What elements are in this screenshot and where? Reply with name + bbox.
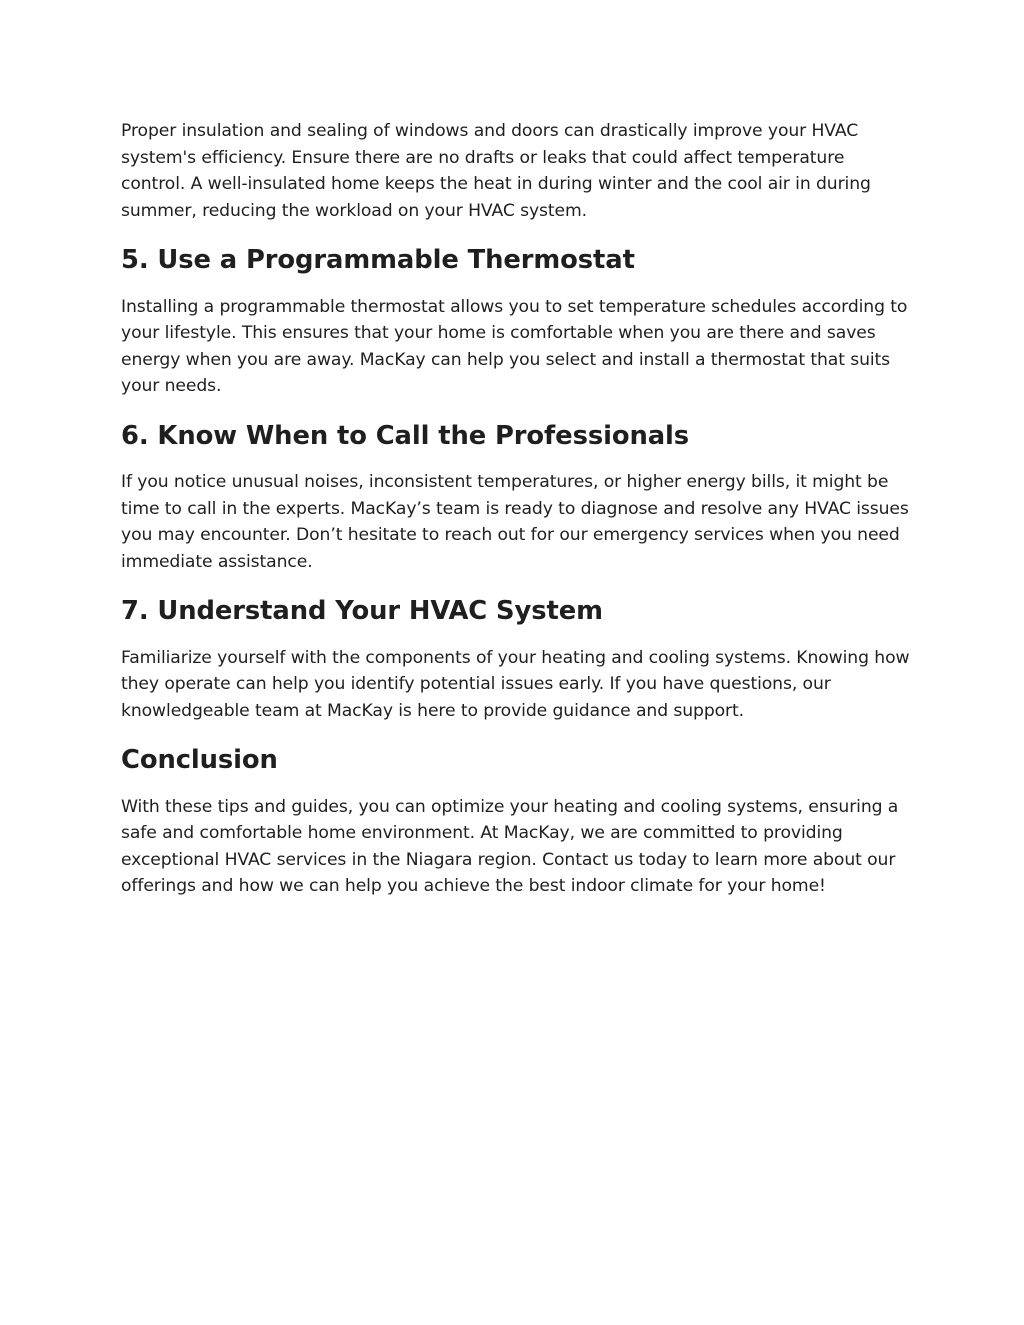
section-paragraph-conclusion: With these tips and guides, you can optimize your heating and cooling systems, ensuring a safe and comfortable home environment. At MacKay, we are committed to providing exceptional HVAC services in the Niagara region. Contact us today to learn more about our offerings and how we can help you achieve the best indoor climate for your home! — [121, 796, 899, 896]
section-heading-thermostat: 5. Use a Programmable Thermostat — [121, 245, 635, 275]
intro-paragraph: Proper insulation and sealing of windows and doors can drastically improve your HVAC system's efficiency. Ensure there are no drafts or leaks that could affect temperature control. A well-insulated home keeps the heat in during winter and the cool air in during summer, reducing the workload on your HVAC system. — [121, 121, 871, 221]
section-heading-understand-system: 7. Understand Your HVAC System — [121, 596, 603, 626]
section-paragraph-thermostat: Installing a programmable thermostat allows you to set temperature schedules according to your lifestyle. This ensures that your home is comfortable when you are there and saves energy when you are away. MacKay can help you select and install a thermostat that suits your needs. — [121, 296, 908, 396]
section-heading-conclusion: Conclusion — [121, 745, 278, 775]
section-paragraph-understand-system: Familiarize yourself with the components of your heating and cooling systems. Knowing how they operate can help you identify potential issues early. If you have questions, our knowledgeable team at MacKay is here to provide guidance and support. — [121, 647, 910, 721]
document-page — [121, 118, 911, 900]
section-heading-professionals: 6. Know When to Call the Professionals — [121, 420, 690, 451]
section-paragraph-professionals: If you notice unusual noises, inconsistent temperatures, or higher energy bills, it might be time to call in the experts. MacKay’s team is ready to diagnose and resolve any HVAC issues you may encounter. Don’t hesitate to reach out for our emergency services when you need immediate assistance. — [121, 472, 909, 572]
